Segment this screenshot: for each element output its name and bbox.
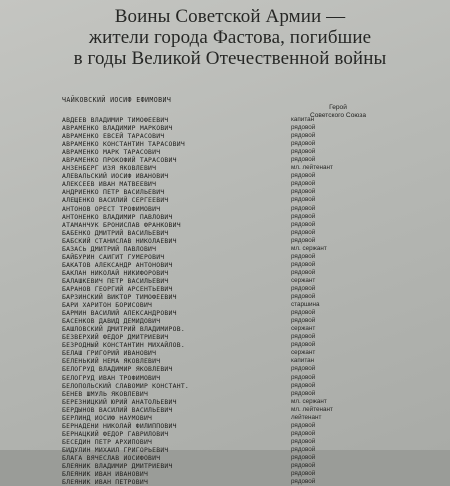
soldier-name: АВРАМЕНКО ЕВСЕЙ ТАРАСОВИЧ [62,132,165,141]
soldier-name: АНТОНЕНКО ВЛАДИМИР ПАВЛОВИЧ [62,212,173,221]
soldier-rank: рядовой [291,389,316,397]
soldier-rank: рядовой [291,252,316,260]
soldier-name: БЛЕЯНИК ИВАН ИВАНОВИЧ [62,470,149,479]
soldier-name: БЕЛОПОЛЬСКИЙ СЛАВОМИР КОНСТАНТ. [62,381,190,390]
list-item [62,277,422,285]
list-item [62,205,422,213]
soldier-rank: рядовой [291,470,316,478]
list-item [62,180,422,188]
list-item [62,229,422,237]
page-title [30,6,430,69]
soldier-name: БАРЗИНСКИЙ ВИКТОР ТИМОФЕЕВИЧ [62,293,177,302]
list-item [62,196,422,204]
soldier-rank: рядовой [291,293,316,301]
soldier-rank: рядовой [291,204,316,212]
soldier-rank: рядовой [291,437,316,445]
hero-note-line-2: Советского Союза [310,112,366,119]
hero-note-line-1: Герой [329,104,347,111]
soldier-name: АВРАМЕНКО ПРОКОФИЙ ТАРАСОВИЧ [62,156,177,165]
soldier-name: БАБЕНКО ДМИТРИЙ ВАСИЛЬЕВИЧ [62,228,169,237]
soldier-name: БИДУЛИН МИХАИЛ ГРИГОРЬЕВИЧ [62,445,169,454]
list-item [62,422,422,430]
soldier-rank: рядовой [291,132,316,140]
list-item [62,470,422,478]
soldier-name: БЕРЛИНД ИОСИФ НАУМОВИЧ [62,413,153,422]
list-item [62,478,422,486]
soldier-name: БЕСЕДИН ПЕТР АРХИПОВИЧ [62,437,153,446]
soldier-rank: капитан [291,357,315,365]
soldier-name: БЕЗРОДНЫЙ КОНСТАНТИН МИХАЙЛОВ. [62,341,185,350]
soldier-name: АЛЕВАЛЬСКИЙ ИОСИФ ИВАНОВИЧ [62,172,169,181]
list-item [62,253,422,261]
soldier-rank: рядовой [291,341,316,349]
list-item [62,430,422,438]
soldier-rank: мл. сержант [291,397,327,405]
title-line-3: в годы Великой Отечественной войны [73,48,387,69]
soldier-rank: рядовой [291,381,316,389]
soldier-rank: рядовой [291,140,316,148]
soldier-name: БАЗАСЬ ДМИТРИЙ ПАВЛОВИЧ [62,244,157,253]
soldier-rank: рядовой [291,268,316,276]
list-item [62,213,422,221]
soldier-rank: рядовой [291,188,316,196]
list-item [62,245,422,253]
soldier-rank: рядовой [291,429,316,437]
soldier-rank: рядовой [291,228,316,236]
list-item [62,269,422,277]
soldier-name: АТАМАНЧУК БРОНИСЛАВ ФРАНКОВИЧ [62,220,181,229]
list-item [62,414,422,422]
soldier-name: БАЛАШКЕВИЧ ПЕТР ВАСИЛЬЕВИЧ [62,276,169,285]
list-item [62,438,422,446]
soldier-name: БЛЕЯНИК ВЛАДИМИР ДМИТРИЕВИЧ [62,462,173,471]
title-line-2: жители города Фастова, погибшие [88,27,372,48]
soldier-rank: рядовой [291,333,316,341]
soldier-name: БЕРЕЗНИЦКИЙ ЮРИЙ АНАТОЛЬЕВИЧ [62,397,177,406]
soldier-rank: рядовой [291,180,316,188]
list-item [62,237,422,245]
list-item [62,132,422,140]
list-item [62,454,422,462]
list-item [62,317,422,325]
soldier-rank: рядовой [291,156,316,164]
soldier-rank: рядовой [291,284,316,292]
soldier-name: БАЙБУРИН САИГИТ ГУМЕРОВИЧ [62,252,165,261]
list-item [62,285,422,293]
soldier-rank: сержант [291,276,316,284]
soldier-name: БАРМИН ВАСИЛИЙ АЛЕКСАНДРОВИЧ [62,309,177,318]
soldier-name: БАРАНОВ ГЕОРГИЙ АРСЕНТЬЕВИЧ [62,284,173,293]
soldier-rank: рядовой [291,373,316,381]
names-list [62,116,422,486]
soldier-rank: рядовой [291,124,316,132]
soldier-name: АВРАМЕНКО ВЛАДИМИР МАРКОВИЧ [62,124,173,133]
soldier-rank: рядовой [291,172,316,180]
soldier-rank: рядовой [291,478,316,486]
soldier-rank: мл. лейтенант [291,164,333,172]
soldier-rank: сержант [291,349,316,357]
soldier-rank: мл. сержант [291,244,327,252]
list-item [62,357,422,365]
soldier-rank: рядовой [291,196,316,204]
soldier-rank: рядовой [291,148,316,156]
soldier-rank: рядовой [291,445,316,453]
list-item [62,172,422,180]
list-item [62,221,422,229]
soldier-rank: рядовой [291,365,316,373]
soldier-name: БЕЗВЕРХИЙ ФЕДОР ДМИТРИЕВИЧ [62,333,169,342]
list-item [62,140,422,148]
list-item [62,156,422,164]
soldier-name: БЕЛЕНЬКИЙ НЕМА ЯКОВЛЕВИЧ [62,357,161,366]
soldier-name: АНДРИЕНКО ПЕТР ВАСИЛЬЕВИЧ [62,188,165,197]
list-item [62,293,422,301]
list-item [62,124,422,132]
list-item [62,382,422,390]
soldier-rank: рядовой [291,220,316,228]
soldier-rank: старшина [291,301,320,309]
list-item [62,462,422,470]
soldier-rank: лейтенант [291,413,322,421]
list-item [62,446,422,454]
soldier-rank: капитан [291,116,315,123]
list-item [62,116,422,124]
soldier-rank: рядовой [291,236,316,244]
soldier-name: БЕНЕВ ШМУЛЬ ЯКОВЛЕВИЧ [62,389,149,398]
soldier-name: АВРАМЕНКО КОНСТАНТИН ТАРАСОВИЧ [62,140,185,149]
soldier-rank: рядовой [291,317,316,325]
soldier-rank: рядовой [291,309,316,317]
soldier-name: БАКЛАН НИКОЛАЙ НИКИФОРОВИЧ [62,268,169,277]
soldier-name: БЕЛАШ ГРИГОРИЙ ИВАНОВИЧ [62,349,157,358]
soldier-rank: сержант [291,325,316,333]
list-item [62,398,422,406]
soldier-name: БЕЛОГРУД ИВАН ТРОФИМОВИЧ [62,373,161,382]
list-item [62,374,422,382]
soldier-name: БЛАГА ВЯЧЕСЛАВ ИОСИФОВИЧ [62,453,161,462]
soldier-name: БАШЛОВСКИЙ ДМИТРИЙ ВЛАДИМИРОВ. [62,325,185,334]
soldier-name: БЕРНАЦКИЙ ФЕДОР ГАВРИЛОВИЧ [62,429,169,438]
soldier-name: БАСЕНКОВ ДАВИД ДЕМИДОВИЧ [62,317,161,326]
title-line-1: Воины Советской Армии — [114,6,346,27]
featured-name: ЧАЙКОВСКИЙ ИОСИФ ЕФИМОВИЧ [62,96,172,104]
soldier-name: БАКАТОВ АЛЕКСАНДР АНТОНОВИЧ [62,260,173,269]
list-item [62,365,422,373]
soldier-name: АВРАМЕНКО МАРК ТАРАСОВИЧ [62,148,161,157]
soldier-name: БЕРДЫНОВ ВАСИЛИЙ ВАСИЛЬЕВИЧ [62,405,173,414]
soldier-name: АНТОНОВ ОРЕСТ ТРОФИМОВИЧ [62,204,161,213]
soldier-rank: рядовой [291,212,316,220]
soldier-name: АЛЕЩЕНКО ВАСИЛИЙ СЕРГЕЕВИЧ [62,196,169,205]
list-item [62,261,422,269]
soldier-name: БЛЕЯНИК ИВАН ПЕТРОВИЧ [62,478,149,486]
list-item [62,309,422,317]
list-item [62,301,422,309]
soldier-rank: рядовой [291,453,316,461]
soldier-rank: рядовой [291,462,316,470]
soldier-rank: мл. лейтенант [291,405,333,413]
soldier-name: БАРИ ХАРИТОН БОРИСОВИЧ [62,301,153,310]
soldier-rank: рядовой [291,421,316,429]
list-item [62,406,422,414]
soldier-name: АВДЕЕВ ВЛАДИМИР ТИМОФЕЕВИЧ [62,116,169,124]
list-item [62,390,422,398]
soldier-name: АНЗЕНБЕРГ ИЗЯ ЯКОВЛЕВИЧ [62,164,157,173]
soldier-name: БЕРНАДЕНИ НИКОЛАЙ ФИЛИППОВИЧ [62,421,177,430]
soldier-name: БЕЛОГРУД ВЛАДИМИР ЯКОВЛЕВИЧ [62,365,173,374]
soldier-name: АЛЕКСЕЕВ ИВАН МАТВЕЕВИЧ [62,180,157,189]
soldier-rank: рядовой [291,260,316,268]
soldier-name: БАБСКИЙ СТАНИСЛАВ НИКОЛАЕВИЧ [62,236,177,245]
